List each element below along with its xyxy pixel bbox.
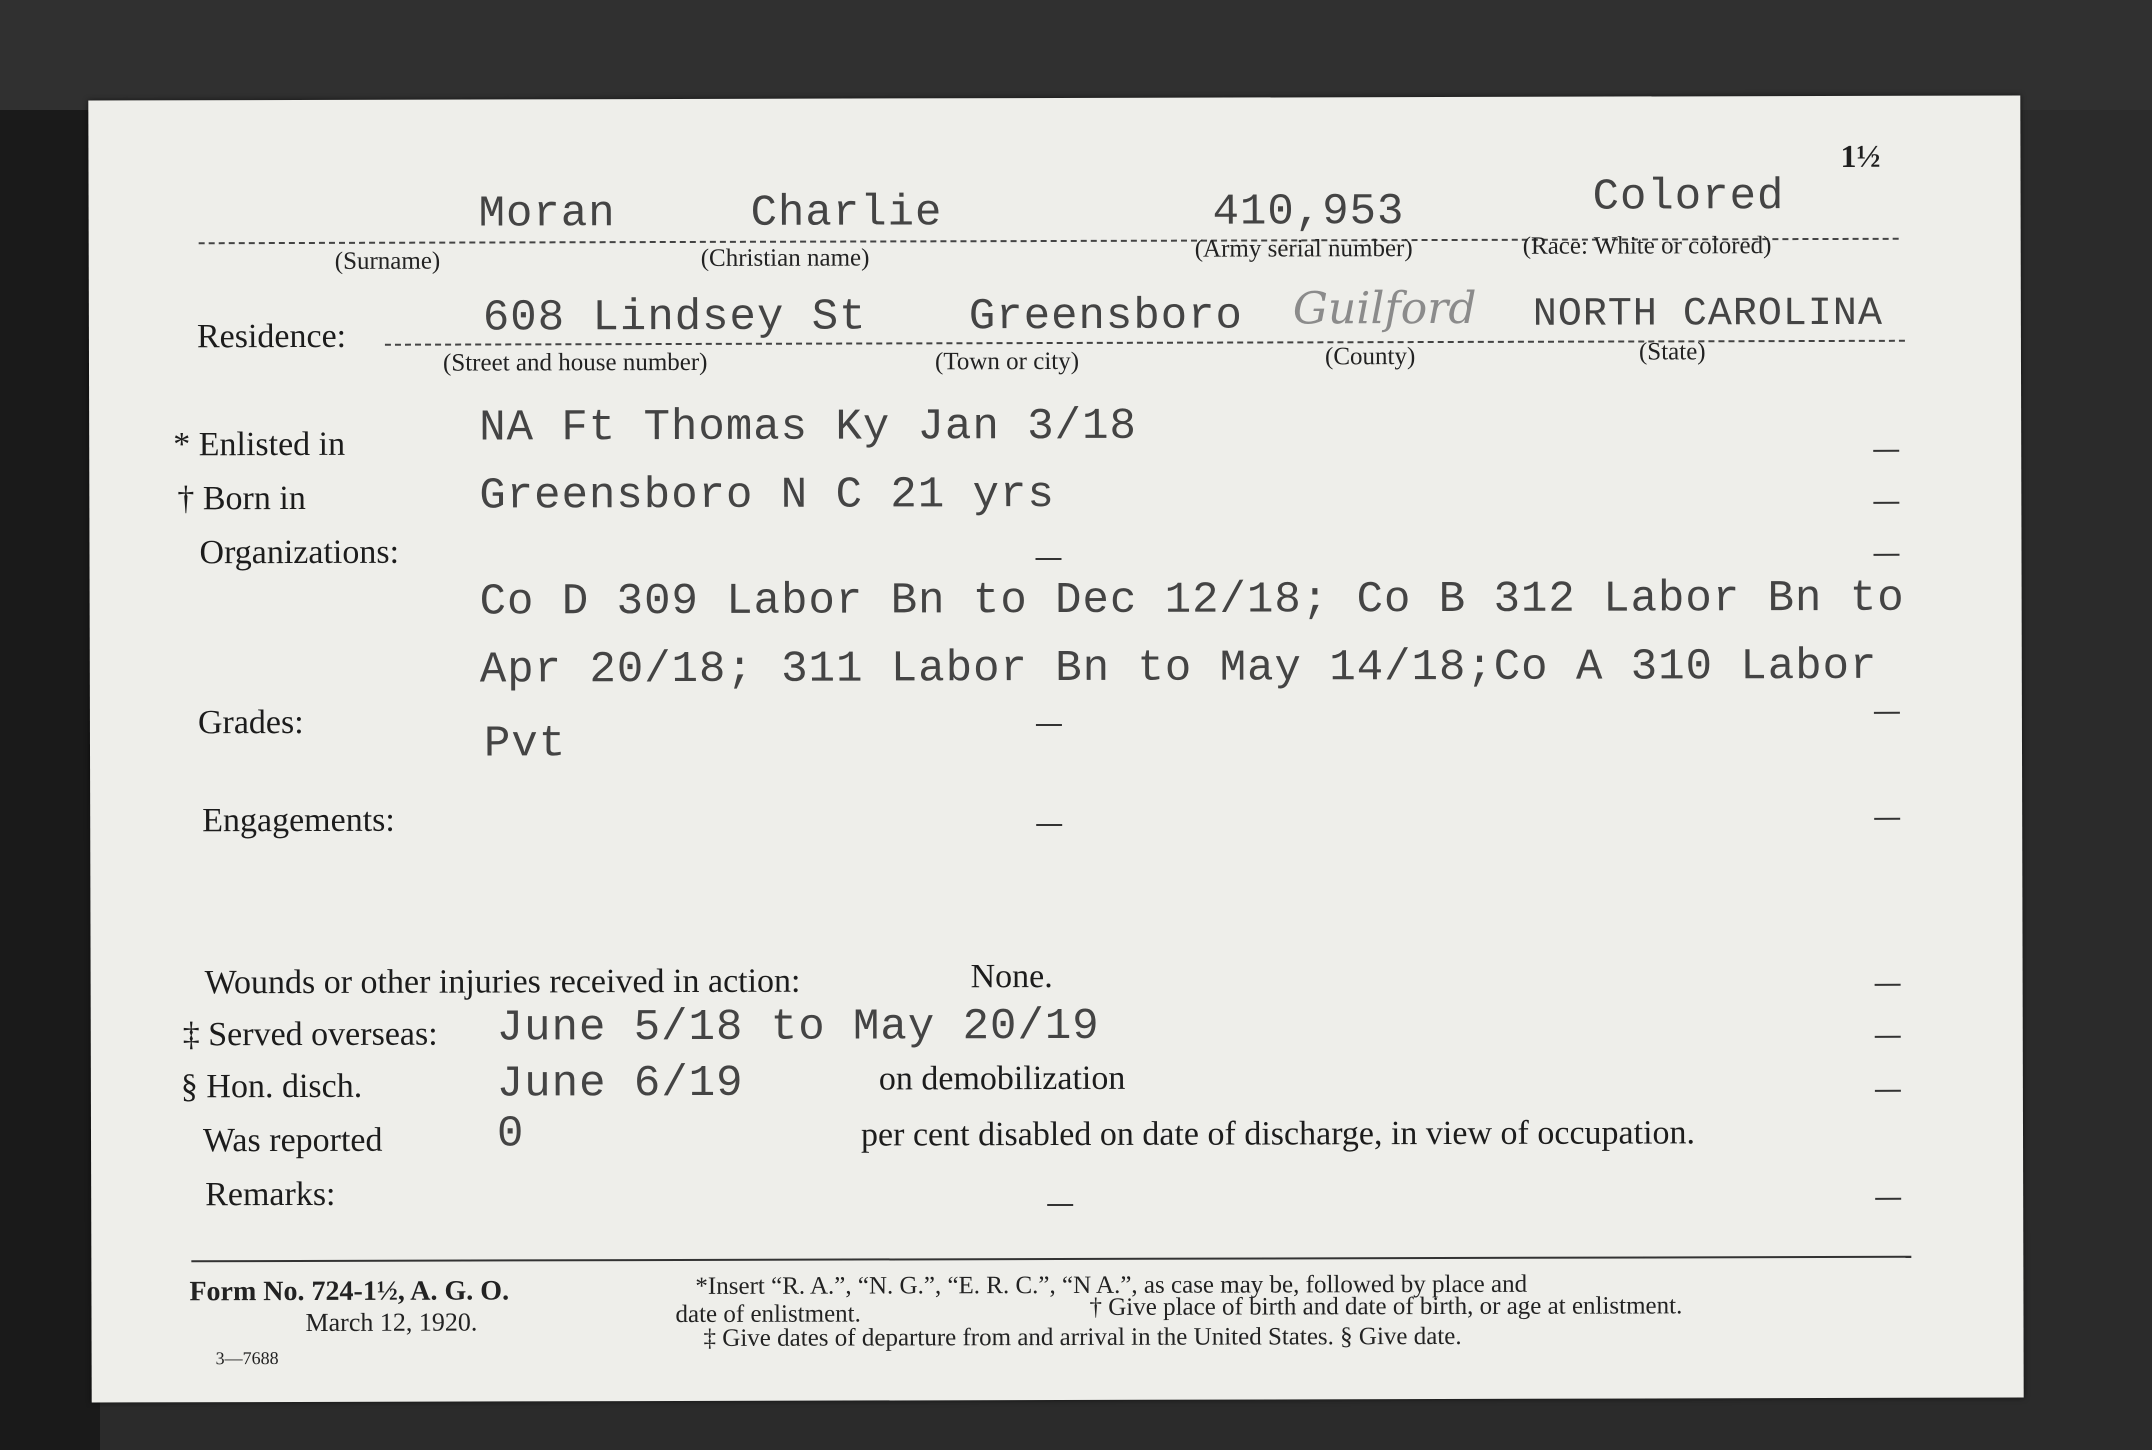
form-code: 3—7688	[215, 1348, 279, 1369]
overseas-end-dash	[1875, 1036, 1901, 1038]
town-value: Greensboro	[968, 291, 1243, 343]
remarks-end-dash	[1875, 1198, 1901, 1200]
scanner-background-left	[0, 0, 100, 1450]
caption-christian-name: (Christian name)	[700, 244, 870, 272]
footer-rule	[191, 1256, 1911, 1263]
grades-value: Pvt	[483, 719, 567, 770]
caption-street: (Street and house number)	[442, 348, 708, 377]
remarks-mid-dash	[1047, 1204, 1073, 1206]
race-value: Colored	[1592, 172, 1785, 223]
county-value: Guilford	[1292, 282, 1477, 335]
served-overseas-value: June 5/18 to May 20/19	[496, 1001, 1100, 1054]
grades-mid-dash	[1036, 724, 1062, 726]
enlisted-value: NA Ft Thomas Ky Jan 3/18	[479, 401, 1137, 454]
organizations-label: Organizations:	[199, 533, 400, 572]
caption-state: (State)	[1638, 338, 1706, 366]
disability-note: per cent disabled on date of discharge, in view of occupation.	[860, 1114, 1696, 1154]
serial-number-value: 410,953	[1212, 187, 1405, 238]
organizations-line-1: Co D 309 Labor Bn to Dec 12/18; Co B 312 Labor Bn to	[479, 573, 1905, 628]
served-overseas-label: ‡ Served overseas:	[182, 1015, 438, 1054]
form-number: Form No. 724-1½, A. G. O.	[189, 1275, 510, 1308]
grades-label: Grades:	[197, 703, 304, 742]
caption-surname: (Surname)	[334, 247, 441, 275]
scanner-background-top	[0, 0, 2152, 110]
footnote-born: † Give place of birth and date of birth, or age at enlistment.	[1089, 1292, 1683, 1321]
residence-label: Residence:	[196, 317, 347, 356]
wounds-value: None.	[970, 958, 1053, 996]
honorable-discharge-value: June 6/19	[496, 1058, 744, 1110]
street-value: 608 Lindsey St	[482, 292, 867, 344]
engagements-label: Engagements:	[202, 801, 395, 840]
engagements-mid-dash	[1036, 824, 1062, 826]
caption-race: (Race: White or colored)	[1522, 232, 1772, 260]
footnote-overseas: ‡ Give dates of departure from and arrival in the United States. § Give date.	[703, 1322, 1462, 1352]
enlisted-end-dash	[1873, 450, 1899, 452]
born-value: Greensboro N C 21 yrs	[479, 470, 1055, 522]
organizations-line-2: Apr 20/18; 311 Labor Bn to May 14/18;Co A 310 Labor	[479, 641, 1878, 696]
was-reported-value: 0	[496, 1109, 525, 1160]
honorable-discharge-label: § Hon. disch.	[180, 1067, 363, 1106]
enlisted-label: * Enlisted in	[173, 425, 346, 464]
remarks-label: Remarks:	[205, 1175, 336, 1214]
caption-serial-number: (Army serial number)	[1194, 235, 1413, 263]
discharge-note: on demobilization	[878, 1059, 1126, 1098]
wounds-end-dash	[1875, 984, 1901, 986]
organizations-mid-dash	[1036, 558, 1062, 560]
state-value: NORTH CAROLINA	[1532, 291, 1883, 338]
discharge-end-dash	[1875, 1090, 1901, 1092]
grades-end-dash	[1874, 712, 1900, 714]
born-label: † Born in	[177, 479, 306, 518]
born-end-dash	[1873, 502, 1899, 504]
caption-town: (Town or city)	[934, 347, 1080, 376]
organizations-end-dash	[1873, 554, 1899, 556]
footnote-enlisted-cont: date of enlistment.	[675, 1300, 861, 1328]
was-reported-label: Was reported	[202, 1121, 383, 1160]
caption-county: (County)	[1324, 343, 1416, 371]
engagements-end-dash	[1874, 818, 1900, 820]
form-date: March 12, 1920.	[305, 1307, 478, 1337]
service-record-card	[88, 95, 2023, 1402]
card-fraction: 1½	[1840, 137, 1881, 174]
footnote-enlisted: *Insert “R. A.”, “N. G.”, “E. R. C.”, “N A.”, as case may be, followed by place and	[695, 1270, 1528, 1300]
wounds-label: Wounds or other injuries received in action:	[204, 962, 801, 1002]
surname-value: Moran	[478, 189, 616, 240]
christian-name-value: Charlie	[750, 188, 943, 239]
